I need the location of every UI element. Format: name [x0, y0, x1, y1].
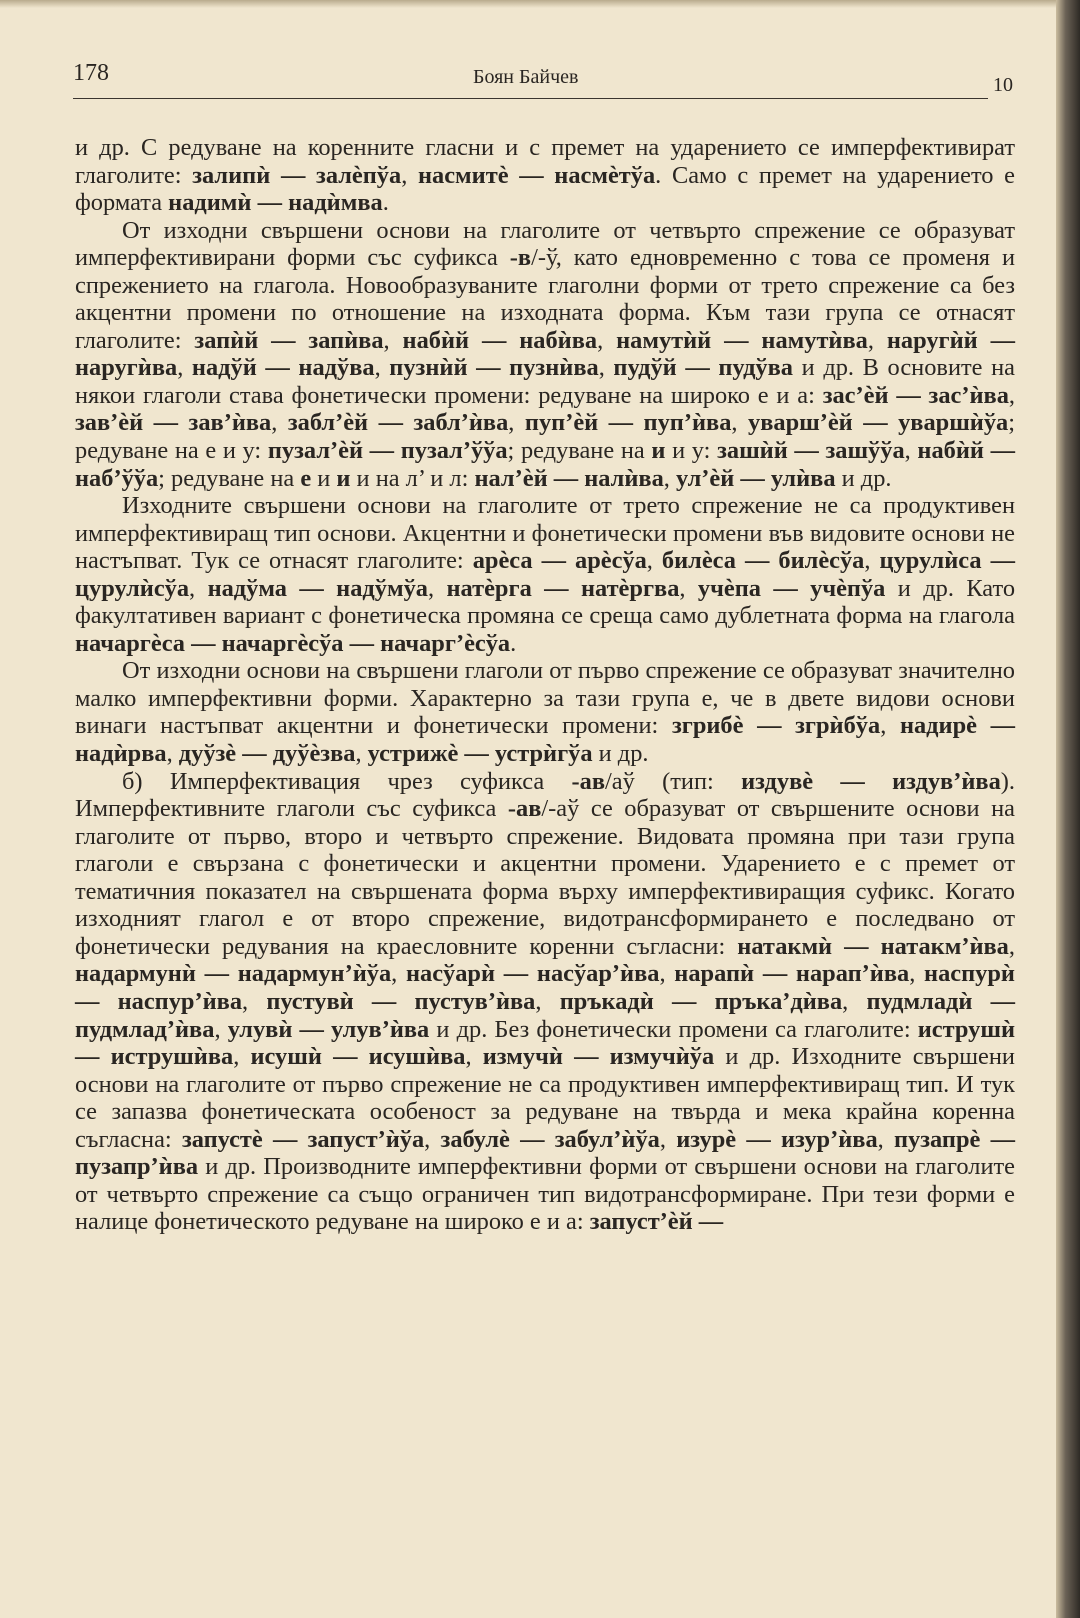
bold-example: е: [300, 464, 312, 492]
text-run: ,: [598, 354, 614, 382]
text-run: ,: [189, 574, 208, 602]
bold-example: надирѐ — надѝрва: [75, 712, 1015, 768]
bold-example: ул’ѐй — улѝва: [675, 464, 836, 492]
paragraph: [75, 217, 1015, 492]
bold-example: пудўй — пудўва: [613, 354, 793, 382]
bold-example: и: [651, 437, 666, 465]
page-number: 178: [73, 60, 109, 86]
bold-example: пудмладѝ — пудмлад’ѝва: [75, 987, 1015, 1043]
bold-example: пръкадѝ — пръка’дѝва: [559, 987, 843, 1015]
text-run: ,: [465, 1043, 483, 1071]
text-run: ). Имперфективните глаголи със суфикса: [75, 767, 1015, 823]
text-run: и у:: [665, 437, 718, 465]
text-run: ,: [355, 740, 368, 768]
bold-example: уварш’ѐй — уваршѝўа: [748, 409, 1009, 437]
text-run: ,: [864, 547, 880, 575]
text-run: ; редуване на: [507, 437, 652, 465]
bold-example: -ав: [507, 795, 542, 823]
text-run: б) Имперфективация чрез суфикса: [122, 767, 572, 795]
text-run: ,: [663, 464, 676, 492]
bold-example: надимѝ — надѝмва: [168, 189, 383, 217]
text-run: ; редуване на е и у:: [75, 409, 1016, 465]
text-run: ,: [242, 987, 267, 1015]
bold-example: насўарѝ — насўар’ѝва: [405, 960, 660, 988]
text-run: и др. Производните имперфективни форми от свършени основи на глаголите от четвърто спрежение са също ограничен тип видотрансформиране. При тези форми е налице фонетическото редуване на широко е и а:: [75, 1153, 1015, 1236]
book-spine-shadow: [1056, 0, 1080, 1618]
bold-example: дуўзѐ — дуўѐзва: [178, 740, 356, 768]
text-run: ,: [374, 354, 390, 382]
bold-example: нарапѝ — нарап’ѝва: [674, 960, 910, 988]
bold-example: забл’ѐй — забл’ѝва: [287, 409, 509, 437]
paragraph: [75, 134, 1015, 217]
bold-example: пуп’ѐй — пуп’ѝва: [524, 409, 732, 437]
text-run: От изходни основи на свършени глаголи от първо спрежение се образуват значително малко имперфективни форми. Характерно за тази група е, че в двете видови основи винаги настъпват акцентни и фонетически промени:: [75, 657, 1015, 740]
text-run: ,: [508, 409, 525, 437]
text-run: ,: [679, 574, 698, 602]
text-run: Изходните свършени основи на глаголите от трето спрежение не са продуктивен имперфективиращ тип основи. Акцентни и фонетически промени във видовите основи не настъпват. Тук се отнасят глаголите:: [75, 492, 1015, 575]
bold-example: натѐрга — натѐргва: [446, 574, 680, 602]
bold-example: иструшѝ — иструшѝва: [75, 1015, 1015, 1071]
text-run: ,: [731, 409, 748, 437]
text-run: и др.: [835, 464, 892, 492]
header-rule: [73, 98, 988, 99]
bold-example: нал’ѐй — налѝва: [474, 464, 664, 492]
text-run: ,: [271, 409, 288, 437]
text-run: и др.: [592, 740, 649, 768]
bold-example: наспурѝ — наспур’ѝва: [75, 960, 1015, 1015]
bold-example: начаргѐса — начаргѐсўа — начарг’ѐсўа: [75, 629, 511, 657]
bold-example: устрижѐ — устрѝгўа: [367, 740, 593, 768]
text-run: ,: [909, 960, 925, 988]
bold-example: учѐпа — учѐпўа: [697, 574, 886, 602]
bold-example: запустѐ — запуст’ѝўа: [181, 1125, 425, 1153]
bold-example: зав’ѐй — зав’ѝва: [75, 409, 272, 437]
bold-example: цурулѝса — цурулѝсўа: [75, 547, 1016, 602]
bold-example: и: [336, 464, 351, 492]
text-run: и др. В основите на някои глаголи става фонетически промени: редуване на широко е и а:: [75, 354, 1015, 409]
bold-example: згрибѐ — згрѝбўа: [671, 712, 881, 740]
bold-example: пузнѝй — пузнѝва: [389, 354, 599, 382]
text-run: ,: [842, 987, 867, 1015]
text-run: ,: [1008, 381, 1015, 409]
text-run: и др. Без фонетически промени са глаголите:: [429, 1015, 918, 1043]
bold-example: измучѝ — измучѝўа: [482, 1043, 715, 1071]
text-run: ,: [659, 960, 675, 988]
text-run: ,: [877, 1125, 894, 1153]
bold-example: наругѝй — наругѝва: [75, 326, 1015, 382]
paragraph: [75, 492, 1015, 657]
text-run: ,: [535, 987, 560, 1015]
text-run: ,: [904, 437, 918, 465]
signature-mark: 10: [993, 74, 1013, 96]
text-run: ,: [880, 712, 900, 740]
text-run: ,: [867, 326, 887, 354]
bold-example: пузал’ѐй — пузал’ўўа: [267, 437, 508, 465]
bold-example: запѝй — запѝва: [194, 326, 384, 354]
bold-example: улувѝ — улув’ѝва: [227, 1015, 430, 1043]
text-run: ,: [383, 326, 403, 354]
bold-example: набѝй — наб’ўўа: [75, 437, 1015, 492]
bold-example: пустувѝ — пустув’ѝва: [266, 987, 536, 1015]
bold-example: -в: [509, 244, 532, 272]
page-header: [73, 60, 1013, 106]
bold-example: натакмѝ — натакм’ѝва: [737, 932, 1009, 960]
bold-example: издувѐ — издув’ѝва: [741, 767, 1001, 795]
bold-example: зас’ѐй — зас’ѝва: [822, 381, 1009, 409]
paragraph: [75, 657, 1015, 767]
text-run: . Само с премет на ударението е формата: [75, 161, 1015, 217]
text-run: /аў (тип:: [605, 767, 742, 795]
text-run: .: [510, 629, 517, 657]
bold-example: арѐса — арѐсўа: [472, 547, 647, 575]
text-run: ,: [177, 354, 192, 382]
bold-example: исушѝ — исушѝва: [250, 1043, 466, 1071]
paragraph: [75, 768, 1015, 1236]
text-run: ; редуване на: [158, 464, 301, 492]
text-run: и др. С редуване на коренните гласни и с премет на ударението се имперфективират глаголите:: [75, 134, 1015, 189]
text-run: /-аў се образуват от свършените основи на глаголите от първо, второ и четвърто спрежение. Видовата промяна при тази група глаголи е свързана с фонетически и акцентни промени. Ударението е с премет от тематичния показател на свършената форма върху имперфективиращия суфикс. Когато изходният глагол е от второ спрежение, видотрансформирането е последвано от фонетически редувания на краесловните коренни съгласни:: [75, 795, 1015, 960]
text-run: .: [382, 189, 389, 217]
text-run: ,: [233, 1043, 251, 1071]
text-run: ,: [424, 1125, 441, 1153]
bold-example: запуст’ѐй —: [589, 1208, 724, 1236]
bold-example: билѐса — билѐсўа: [661, 547, 865, 575]
text-run: ,: [659, 1125, 677, 1153]
bold-example: надўй — надўва: [191, 354, 375, 382]
body-text: [75, 134, 1015, 1236]
text-run: ,: [1008, 932, 1015, 960]
bold-example: надўма — надўмўа: [207, 574, 428, 602]
text-run: ,: [214, 1015, 228, 1043]
bold-example: забулѐ — забул’ѝўа: [440, 1125, 660, 1153]
bold-example: набѝй — набѝва: [402, 326, 598, 354]
page-top-shadow: [0, 0, 1080, 8]
text-run: /-ў, като едновременно с това се променя и спрежението на глагола. Новообразуваните глаголни форми от трето спрежение са без акцентни промени по отношение на изходната форма. Към тази група се отнасят глаголите:: [75, 244, 1016, 354]
bold-example: залипѝ — залѐпўа: [192, 161, 402, 189]
bold-example: -ав: [571, 767, 606, 795]
text-run: ,: [166, 740, 179, 768]
text-run: и др. Изходните свършени основи на глаголите от първо спрежение не са продуктивен имперфективиращ тип. И тук се запазва фонетическата особеност за редуване на твърда и мека крайна коренна съгласна:: [75, 1043, 1015, 1153]
bold-example: изурѐ — изур’ѝва: [676, 1125, 878, 1153]
bold-example: пузапрѐ — пузапр’ѝва: [75, 1125, 1016, 1181]
bold-example: зашѝй — зашўўа: [717, 437, 905, 465]
text-run: и: [311, 464, 337, 492]
text-run: ,: [391, 960, 406, 988]
text-run: ,: [597, 326, 617, 354]
bold-example: насмитѐ — насмѐтўа: [417, 161, 656, 189]
text-run: и др. Като факултативен вариант с фонетическа промяна се среща само дублетната форма на глагола: [75, 574, 1016, 630]
text-run: ,: [427, 574, 447, 602]
bold-example: надармунѝ — надармун’ѝўа: [75, 960, 392, 988]
running-head: Боян Байчев: [473, 66, 579, 88]
text-run: и на л’ и л:: [350, 464, 475, 492]
text-run: ,: [401, 161, 418, 189]
bold-example: намутѝй — намутѝва: [616, 326, 868, 354]
text-run: От изходни свършени основи на глаголите от четвърто спрежение се образуват имперфективирани форми със суфикса: [75, 216, 1015, 272]
text-run: ,: [646, 547, 662, 575]
